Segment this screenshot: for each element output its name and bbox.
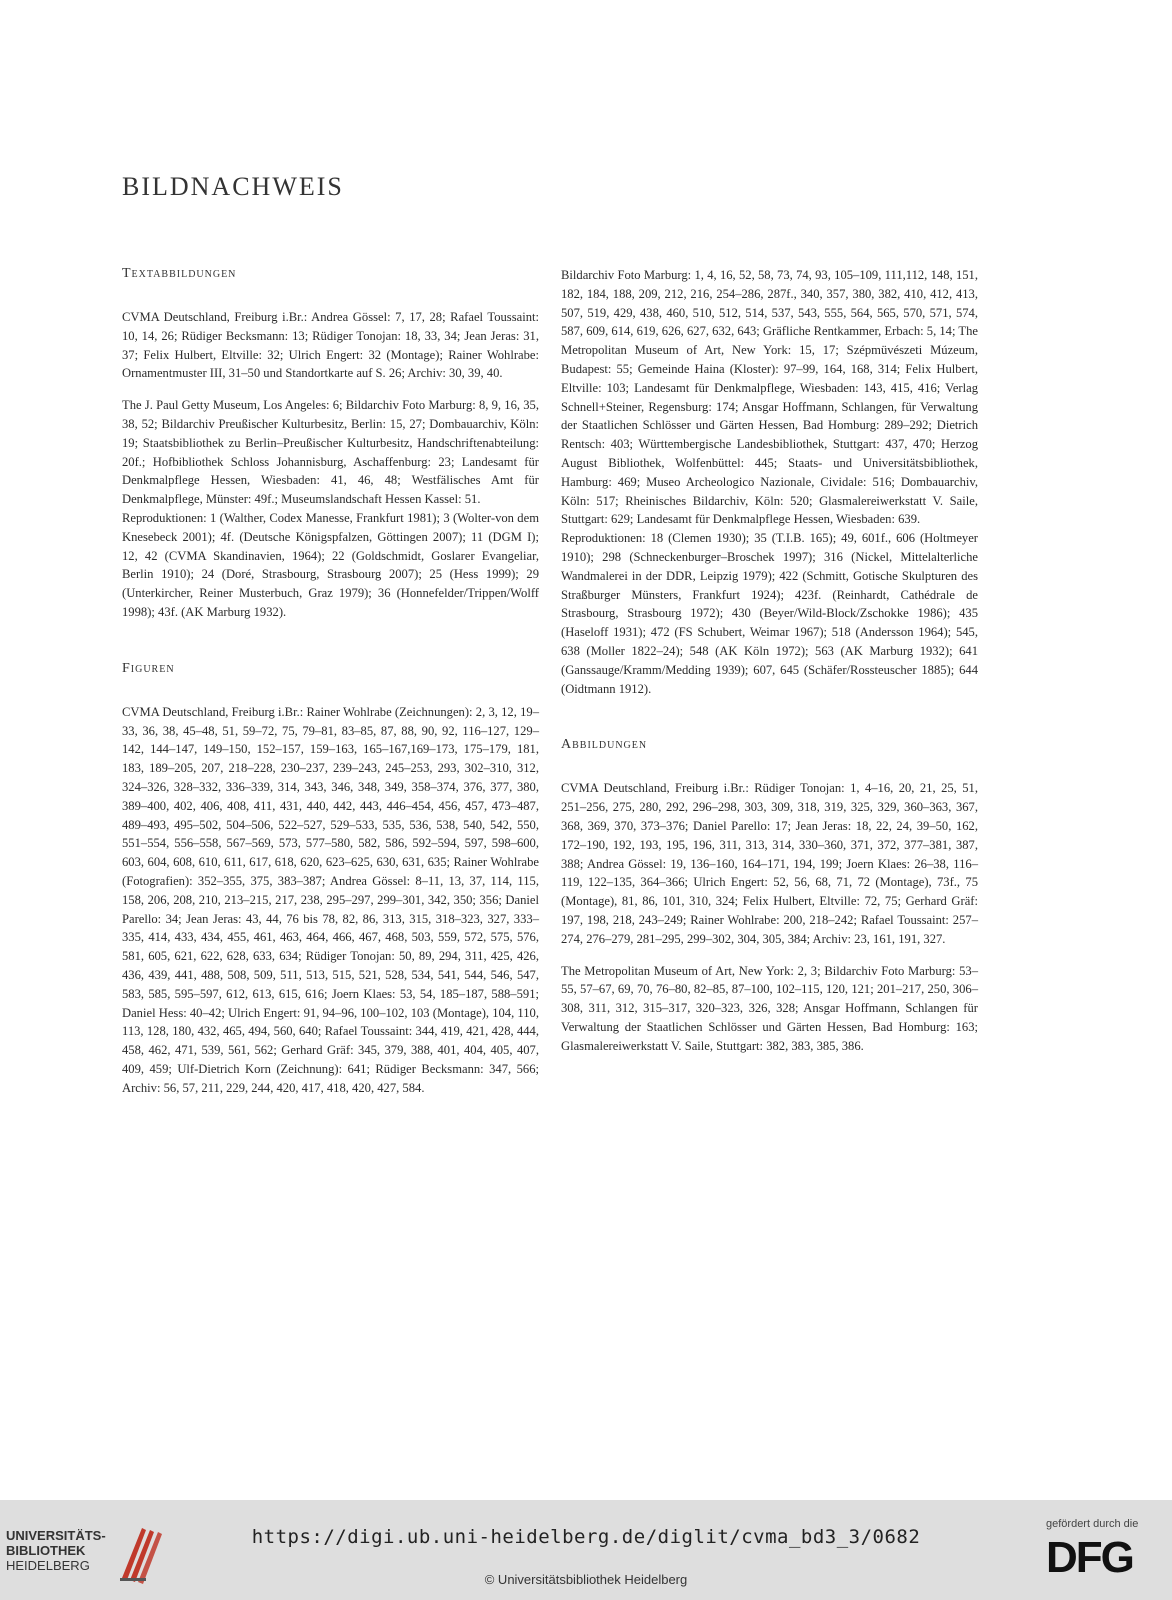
dfg-logo-icon[interactable]: [1046, 1534, 1162, 1576]
reproductions-paragraph: Reproduktionen: 18 (Clemen 1930); 35 (T.I.B. 165); 49, 601f., 606 (Holtmeyer 1910); 298 (Schneckenburger–Broschek 1997); 316 (Nickel, Mittelalterliche Wandmalerei in der DDR, Leipzig 1979); 422 (Schmitt, Gotische Skulpturen des Straßburger Münsters, Frankfurt 1924); 423f. (Reinhardt, Cathédrale de Strasbourg, Strasbourg 1972); 430 (Beyer/Wild-Block/Zschokke 1986); 435 (Haseloff 1931); 472 (FS Schubert, Weimar 1967); 518 (Andersson 1964); 545, 638 (Moller 1822–24); 548 (AK Köln 1972); 563 (AK Marburg 1932); 641 (Ganssauge/Kramm/Medding 1939); 607, 645 (Schäfer/Rossteuscher 1885); 644 (Oidtmann 1912).: [561, 531, 978, 696]
section-heading-figuren: Figuren: [122, 660, 175, 676]
credits-paragraph: The J. Paul Getty Museum, Los Angeles: 6; Bildarchiv Foto Marburg: 8, 9, 16, 35, 38, 52; Bildarchiv Preußischer Kulturbesitz, Berlin: 15, 27; Dombauarchiv, Köln: 19; Staatsbibliothek zu Berlin–Preußischer Kulturbesitz, Handschriftenabteilung: 20f.; Hofbibliothek Schloss Johannisburg, Aschaffenburg: 23; Landesamt für Denkmalpflege Hessen, Wiesbaden: 41, 46, 48; Westfälisches Amt für Denkmalpflege, Münster: 49f.; Museumslandschaft Hessen Kassel: 51.: [122, 398, 539, 507]
copyright-notice: © Universitätsbibliothek Heidelberg: [484, 1572, 688, 1587]
page-title: BILDNACHWEIS: [122, 172, 344, 201]
section-heading-textabbildungen: Textabbildungen: [122, 266, 237, 281]
dfg-logo-text: DFG: [1046, 1534, 1133, 1576]
viewer-footer: [0, 1500, 1172, 1600]
spacer: [122, 689, 539, 703]
spacer: [561, 765, 978, 779]
library-name-line: UNIVERSITÄTS-: [6, 1528, 106, 1543]
spacer: [561, 711, 978, 737]
section-heading-abbildungen: Abbildungen: [561, 737, 648, 753]
left-column: [122, 266, 539, 1110]
credits-paragraph: CVMA Deutschland, Freiburg i.Br.: Rainer Wohlrabe (Zeichnungen): 2, 3, 12, 19–33, 36, 38, 45–48, 51, 59–72, 75, 79–81, 83–85, 87, 88, 90, 92, 116–127, 129–142, 144–147, 149–150, 152–157, 159–163, 165–167,169–173, 175–179, 181, 183, 189–205, 207, 218–228, 230–237, 239–243, 245–253, 293, 302–310, 312, 324–326, 328–332, 336–339, 314, 343, 346, 348, 349, 358–374, 376, 377, 380, 389–400, 402, 406, 408, 411, 431, 440, 442, 443, 446–454, 456, 457, 473–487, 489–493, 495–502, 504–506, 522–527, 529–533, 535, 536, 538, 540, 542, 550, 551–554, 556–558, 567–569, 573, 577–580, 582, 586, 592–594, 597, 598–600, 603, 604, 608, 610, 611, 617, 618, 620, 623–625, 630, 631, 635; Rainer Wohlrabe (Fotografien): 352–355, 375, 383–387; Andrea Gössel: 8–11, 13, 37, 114, 115, 158, 206, 208, 210, 213–215, 217, 238, 295–297, 299–301, 342, 350; 356; Daniel Parello: 34; Jean Jeras: 43, 44, 76 bis 78, 82, 86, 313, 315, 318–323, 327, 333–335, 414, 433, 434, 455, 461, 463, 464, 466, 467, 468, 503, 559, 572, 575, 576, 581, 605, 621, 622, 628, 633, 634; Rüdiger Tonojan: 50, 89, 294, 311, 425, 426, 436, 439, 441, 488, 508, 509, 511, 513, 515, 521, 528, 534, 541, 544, 546, 547, 583, 585, 595–597, 612, 613, 615, 616; Joern Klaes: 53, 54, 185–187, 588–591; Daniel Hess: 40–42; Ulrich Engert: 91, 94–96, 100–102, 103 (Montage), 104, 110, 113, 128, 180, 432, 465, 494, 560, 640; Rafael Toussaint: 344, 419, 421, 428, 444, 458, 462, 471, 539, 561, 562; Gerhard Gräf: 345, 379, 388, 401, 404, 405, 407, 409, 459; Ulf-Dietrich Korn (Zeichnung): 641; Rüdiger Becksmann: 347, 566; Archiv: 56, 57, 211, 229, 244, 420, 417, 418, 420, 427, 584.: [122, 704, 539, 1095]
library-name-line: BIBLIOTHEK: [6, 1543, 86, 1558]
library-name-line: HEIDELBERG: [6, 1558, 90, 1573]
credits-paragraph: Bildarchiv Foto Marburg: 1, 4, 16, 52, 58, 73, 74, 93, 105–109, 111,112, 148, 151, 182, 184, 188, 209, 212, 216, 254–286, 287f., 340, 357, 380, 382, 410, 412, 413, 507, 519, 429, 438, 460, 510, 512, 514, 537, 543, 555, 564, 565, 570, 571, 574, 587, 609, 614, 619, 626, 627, 632, 643; Gräfliche Rentkammer, Erbach: 5, 14; The Metropolitan Museum of Art, New York: 15, 17; Szépmüvészeti Múzeum, Budapest: 55; Gemeinde Haina (Kloster): 97–99, 164, 168, 314; Felix Hulbert, Eltville: 103; Landesamt für Denkmalpflege, Wiesbaden: 143, 415, 416; Verlag Schnell+Steiner, Regensburg: 174; Ansgar Hoffmann, Schlangen, für Verwaltung der Staatlichen Schlösser und Gärten Hessen, Bad Homburg: 289–292; Dietrich Rentsch: 403; Württembergische Landesbibliothek, Stuttgart: 437, 470; Herzog August Bibliothek, Wolfenbüttel: 445; Staats- und Universitätsbibliothek, Hamburg: 469; Museo Archeologico Nazionale, Cividale: 516; Dombauarchiv, Köln: 517; Rheinisches Bildarchiv, Köln: 520; Glasmalereiwerkstatt V. Saile, Stuttgart: 629; Landesamt für Denkmalpflege Hessen, Wiesbaden: 639.: [561, 268, 978, 527]
permalink-url[interactable]: https://digi.ub.uni-heidelberg.de/diglit/cvma_bd3_3/0682: [251, 1526, 921, 1548]
funding-caption: gefördert durch die: [1046, 1518, 1139, 1530]
right-column: [561, 266, 978, 1068]
reproductions-paragraph: Reproduktionen: 1 (Walther, Codex Manesse, Frankfurt 1981); 3 (Wolter-von dem Knesebeck 2001); 4f. (Deutsche Königspfalzen, Göttingen 2007); 11 (DGM I); 12, 42 (CVMA Skandinavien, 1964); 22 (Goldschmidt, Goslarer Evangeliar, Berlin 1910); 24 (Doré, Strasbourg, Strasbourg 2007); 25 (Hess 1999); 29 (Unterkircher, Reiner Musterbuch, Graz 1979); 36 (Honnefelder/Trippen/Wolff 1998); 43f. (AK Marburg 1932).: [122, 510, 539, 619]
spacer: [122, 635, 539, 661]
credits-paragraph: CVMA Deutschland, Freiburg i.Br.: Rüdiger Tonojan: 1, 4–16, 20, 21, 25, 51, 251–256, 275, 280, 292, 296–298, 303, 309, 318, 319, 325, 329, 360–363, 367, 368, 369, 370, 373–376; Daniel Parello: 17; Jean Jeras: 18, 22, 24, 39–50, 162, 172–190, 192, 193, 195, 196, 311, 313, 314, 330–360, 371, 372, 377–381, 387, 388; Andrea Gössel: 19, 136–160, 164–171, 194, 199; Joern Klaes: 26–38, 116–119, 122–135, 364–366; Ulrich Engert: 52, 56, 68, 71, 72 (Montage), 73f., 75 (Montage), 81, 86, 101, 310, 324; Felix Hulbert, Eltville: 72, 75; Gerhard Gräf: 197, 198, 218, 243–249; Rainer Wohlrabe: 200, 218–242; Rafael Toussaint: 257–274, 276–279, 281–295, 299–302, 304, 305, 384; Archiv: 23, 161, 191, 327.: [561, 781, 978, 946]
spacer: [122, 294, 539, 308]
credits-paragraph: CVMA Deutschland, Freiburg i.Br.: Andrea Gössel: 7, 17, 28; Rafael Toussaint: 10, 14, 26; Rüdiger Becksmann: 13; Rüdiger Tonojan: 18, 33, 34; Jean Jeras: 31, 37; Felix Hulbert, Eltville: 32; Ulrich Engert: 32 (Montage); Rainer Wohlrabe: Ornamentmuster III, 31–50 und Standortkarte auf S. 26; Archiv: 30, 39, 40.: [122, 310, 539, 381]
credits-paragraph: The Metropolitan Museum of Art, New York: 2, 3; Bildarchiv Foto Marburg: 53–55, 57–67, 69, 70, 76–80, 82–85, 87–100, 102–115, 120, 121; 201–217, 250, 306–308, 311, 312, 315–317, 320–323, 326, 328; Ansgar Hoffmann, Schlangen für Verwaltung der Staatlichen Schlösser und Gärten Hessen, Bad Homburg: 163; Glasmalereiwerkstatt V. Saile, Stuttgart: 382, 383, 385, 386.: [561, 963, 978, 1053]
